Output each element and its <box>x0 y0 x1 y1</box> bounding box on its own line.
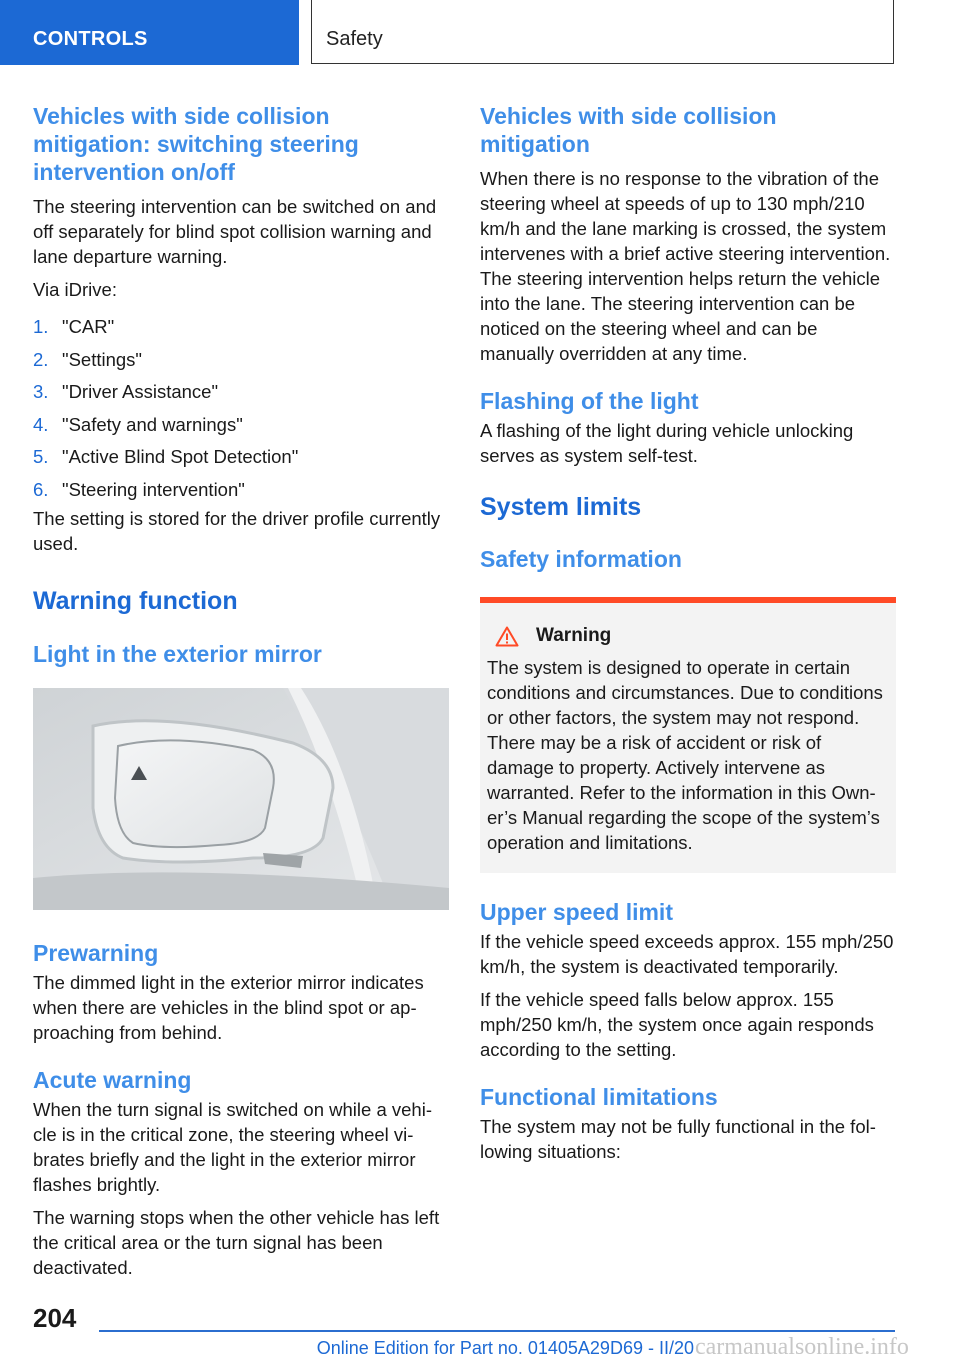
heading-side-collision: Vehicles with side collision mitigation <box>480 103 777 157</box>
warning-box <box>480 597 896 873</box>
heading-light-mirror: Light in the exterior mirror <box>33 641 322 667</box>
list-item: 2. "Settings" <box>33 348 142 370</box>
paragraph-acute-1: When the turn signal is switched on while a vehicle is in the critical zone, the steering wheel vibrates briefly and the light in the exterior mirror flashes brightly. <box>33 1099 432 1195</box>
heading-acute-warning: Acute warning <box>33 1067 192 1093</box>
paragraph-speed-2: If the vehicle speed falls below approx. 155 mph/250 km/h, the system once again responds according to the setting. <box>480 989 874 1060</box>
watermark: carmanualsonline.info <box>695 1334 909 1360</box>
paragraph-flashing: A flashing of the light during vehicle unlocking serves as system self-test. <box>480 420 854 466</box>
paragraph-prewarning: The dimmed light in the exterior mirror indicates when there are vehicles in the blind spot or approaching from behind. <box>33 972 424 1043</box>
heading-warning-function: Warning function <box>33 587 238 615</box>
warning-title: Warning <box>536 625 612 646</box>
list-item: 5. "Active Blind Spot Detection" <box>33 446 299 467</box>
footer-divider <box>99 1330 895 1332</box>
heading-prewarning: Prewarning <box>33 940 159 966</box>
paragraph-via-idrive: Via iDrive: <box>33 279 117 300</box>
heading-switch-steering: Vehicles with side collision mitigation: switching steering intervention on/off <box>33 103 359 185</box>
section-tab-label: CONTROLS <box>33 28 148 50</box>
paragraph-functional: The system may not be fully functional in the following situations: <box>480 1116 876 1162</box>
footer-edition: Online Edition for Part no. 01405A29D69 - II/20 <box>316 1338 694 1358</box>
paragraph-acute-2: The warning stops when the other vehicle has left the critical area or the turn signal has been deactivated. <box>33 1207 440 1278</box>
idrive-steps-list <box>33 311 449 506</box>
heading-flashing: Flashing of the light <box>480 388 699 414</box>
paragraph-switch-intro: The steering intervention can be switched on and off separately for blind spot collision warning and lane departure warning. <box>33 196 437 267</box>
list-item: 3. "Driver Assistance" <box>33 381 219 402</box>
heading-system-limits: System limits <box>480 493 642 521</box>
right-column <box>480 102 896 1164</box>
chapter-header <box>311 0 894 64</box>
list-item: 6. "Steering intervention" <box>33 478 245 500</box>
paragraph-side-collision: When there is no response to the vibration of the steering wheel at speeds of up to 130 mph/210 km/h and the lane marking is crossed, the system intervenes with a brief active steering intervention. The steering intervention helps return the vehicle into the lane. The steering intervention can be noticed on the steering wheel and can be manually overridden at any time. <box>480 168 891 364</box>
warning-triangle-icon <box>495 626 519 647</box>
list-item: 1. "CAR" <box>33 316 115 337</box>
page-number: 204 <box>33 1303 77 1333</box>
heading-safety-information: Safety information <box>480 546 682 572</box>
section-tab <box>0 0 299 65</box>
mirror-illustration <box>33 688 449 910</box>
chapter-title: Safety <box>326 28 383 50</box>
warning-header <box>495 625 896 647</box>
list-item: 4. "Safety and warnings" <box>33 413 243 435</box>
left-column <box>33 102 449 1280</box>
heading-functional-limitations: Functional limitations <box>480 1084 718 1110</box>
heading-upper-speed: Upper speed limit <box>480 899 673 925</box>
paragraph-setting-stored: The setting is stored for the driver profile currently used. <box>33 508 441 554</box>
warning-text: The system is designed to operate in certain conditions and circumstances. Due to conditions or other factors, the system may not respond. There may be a risk of accident or risk of damage to property. Actively intervene as warranted. Refer to the information in this Owner’s Manual regarding the scope of the system’s operation and limitations. <box>487 657 883 853</box>
paragraph-speed-1: If the vehicle speed exceeds approx. 155 mph/250 km/h, the system is deactivated temporarily. <box>480 931 894 977</box>
